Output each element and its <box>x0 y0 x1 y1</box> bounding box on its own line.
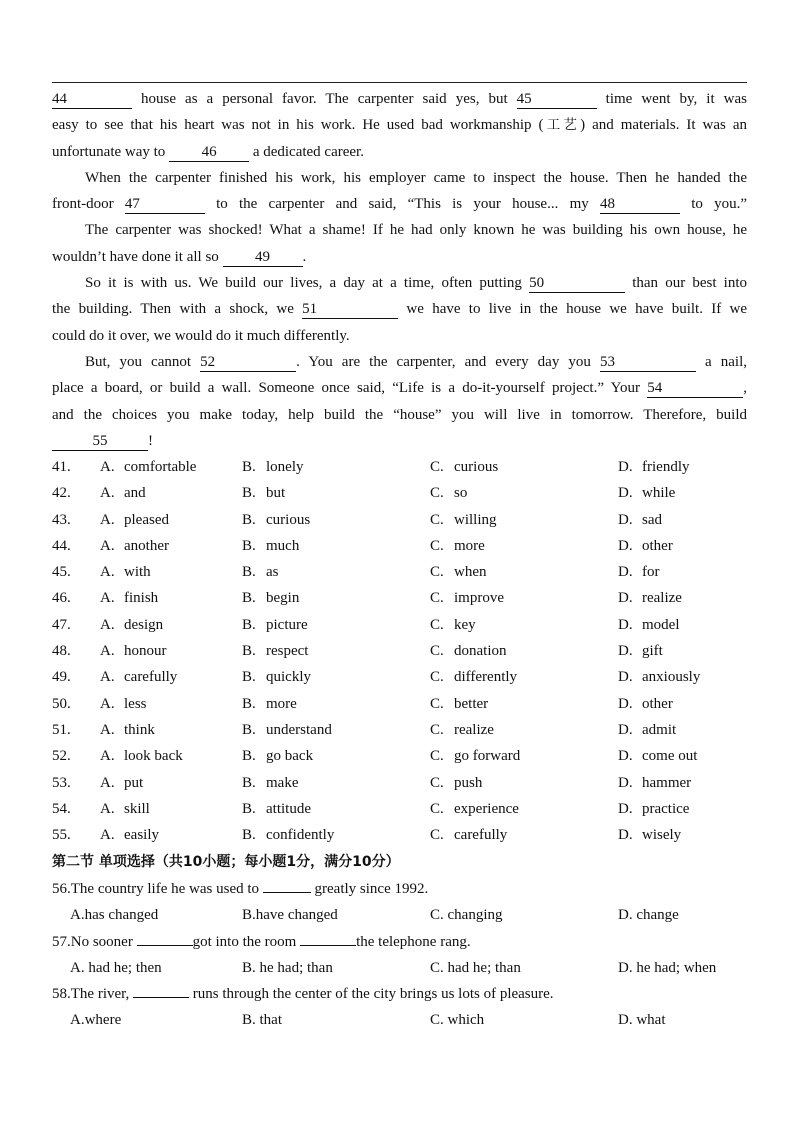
option-letter: B. <box>242 721 256 738</box>
blank-48: 48 <box>600 196 680 214</box>
option-row <box>52 454 747 480</box>
option-c[interactable] <box>430 664 517 690</box>
option-text: another <box>124 537 169 554</box>
option-text: with <box>124 564 151 581</box>
option-text: better <box>454 695 489 712</box>
option-d[interactable] <box>618 507 662 533</box>
option-letter: B. <box>242 590 256 607</box>
option-letter: C. <box>430 695 444 712</box>
option-letter: D. <box>618 590 633 607</box>
choice-c[interactable]: C. which <box>430 1012 485 1029</box>
option-d[interactable] <box>618 638 663 664</box>
option-text: differently <box>454 669 518 686</box>
option-text: other <box>642 537 673 554</box>
option-text: carefully <box>454 827 508 844</box>
option-text: for <box>642 564 660 581</box>
option-row <box>52 664 747 690</box>
passage-line: front-door 47 to the carpenter and said, “This is your house... my 48 to you.” <box>52 196 747 213</box>
blank-53: 53 <box>600 354 696 372</box>
option-b[interactable] <box>242 770 298 796</box>
choice-b[interactable]: B.have changed <box>242 907 338 924</box>
option-d[interactable] <box>618 822 681 848</box>
section-heading: 第二节 单项选择（共10小题；每小题1分，满分10分） <box>52 854 400 870</box>
option-text: honour <box>124 643 167 660</box>
option-letter: B. <box>242 774 256 791</box>
option-letter: A. <box>100 616 115 633</box>
option-a[interactable] <box>100 638 167 664</box>
option-a[interactable] <box>100 717 155 743</box>
option-d[interactable] <box>618 612 680 638</box>
option-text: more <box>454 537 485 554</box>
option-text: come out <box>642 748 698 765</box>
option-c[interactable] <box>430 743 520 769</box>
option-row <box>52 796 747 822</box>
question-57-choices <box>52 955 747 981</box>
question-number: 48. <box>52 643 71 660</box>
option-letter: A. <box>100 590 115 607</box>
passage-line: unfortunate way to 46 a dedicated career. <box>52 143 364 160</box>
option-c[interactable] <box>430 717 494 743</box>
option-c[interactable] <box>430 691 488 717</box>
option-d[interactable] <box>618 454 689 480</box>
question-56-stem: 56.The country life he was used to greatly since 1992. <box>52 881 429 897</box>
option-c[interactable] <box>430 770 482 796</box>
blank-52: 52 <box>200 354 296 372</box>
option-letter: D. <box>618 459 633 475</box>
option-text: begin <box>266 590 300 607</box>
option-text: easily <box>124 827 159 844</box>
question-number: 51. <box>52 721 71 738</box>
question-number: 54. <box>52 800 71 817</box>
option-letter: D. <box>618 537 633 554</box>
question-number: 41. <box>52 459 71 475</box>
option-text: model <box>642 616 680 633</box>
option-a[interactable] <box>100 480 146 506</box>
option-d[interactable] <box>618 743 697 769</box>
option-b[interactable] <box>242 691 297 717</box>
option-d[interactable] <box>618 585 682 611</box>
option-text: wisely <box>642 827 682 844</box>
option-a[interactable] <box>100 691 147 717</box>
option-row <box>52 480 747 506</box>
option-text: curious <box>266 511 311 528</box>
option-text: picture <box>266 616 308 633</box>
option-letter: C. <box>430 485 444 502</box>
choice-d[interactable]: D. he had; when <box>618 959 717 976</box>
option-text: realize <box>642 590 682 607</box>
option-a[interactable] <box>100 612 163 638</box>
option-b[interactable] <box>242 717 332 743</box>
option-letter: B. <box>242 748 256 765</box>
option-letter: C. <box>430 774 444 791</box>
option-a[interactable] <box>100 770 143 796</box>
passage-line: place a board, or build a wall. Someone once said, “Life is a do-it-yourself project.” Your 54 , <box>52 380 747 397</box>
option-d[interactable] <box>618 717 676 743</box>
passage-line: But, you cannot 52 . You are the carpenter, and every day you 53 a nail, <box>85 353 748 370</box>
blank-51: 51 <box>302 301 398 319</box>
option-letter: D. <box>618 800 633 817</box>
passage-line: could do it over, we would do it much differently. <box>52 327 350 344</box>
blank-49: 49 <box>223 249 303 267</box>
option-text: make <box>266 774 299 791</box>
option-letter: C. <box>430 827 444 844</box>
option-letter: A. <box>100 774 115 791</box>
option-d[interactable] <box>618 691 673 717</box>
option-text: experience <box>454 800 519 817</box>
option-letter: A. <box>100 669 115 686</box>
top-rule <box>52 82 747 83</box>
option-text: look back <box>124 748 183 765</box>
option-letter: A. <box>100 827 115 844</box>
option-letter: D. <box>618 774 633 791</box>
blank-47: 47 <box>125 196 205 214</box>
option-c[interactable] <box>430 822 507 848</box>
option-letter: B. <box>242 459 256 475</box>
option-letter: C. <box>430 748 444 765</box>
question-number: 47. <box>52 616 71 633</box>
cloze-options <box>52 454 747 848</box>
option-text: anxiously <box>642 669 701 686</box>
option-letter: D. <box>618 564 633 581</box>
option-letter: B. <box>242 800 256 817</box>
answer-blank <box>300 945 356 946</box>
option-text: think <box>124 721 155 738</box>
option-row <box>52 822 747 848</box>
option-letter: D. <box>618 827 633 844</box>
option-letter: C. <box>430 721 444 738</box>
question-number: 55. <box>52 827 71 844</box>
option-letter: D. <box>618 695 633 712</box>
choice-a[interactable]: A.where <box>70 1012 122 1029</box>
cloze-passage <box>52 86 747 454</box>
choice-d[interactable]: D. what <box>618 1012 666 1029</box>
option-text: skill <box>124 800 150 817</box>
option-text: lonely <box>266 459 304 475</box>
option-row <box>52 770 747 796</box>
question-number: 42. <box>52 485 71 502</box>
option-letter: A. <box>100 643 115 660</box>
question-number: 50. <box>52 695 71 712</box>
option-letter: C. <box>430 590 444 607</box>
option-d[interactable] <box>618 796 689 822</box>
option-a[interactable] <box>100 822 159 848</box>
option-letter: C. <box>430 616 444 633</box>
option-text: quickly <box>266 669 311 686</box>
choice-c[interactable]: C. had he; than <box>430 959 521 976</box>
option-letter: D. <box>618 748 633 765</box>
option-letter: A. <box>100 511 115 528</box>
option-letter: B. <box>242 616 256 633</box>
option-text: go back <box>266 748 314 765</box>
option-letter: A. <box>100 800 115 817</box>
question-58-choices <box>52 1007 747 1033</box>
option-letter: D. <box>618 643 633 660</box>
choice-d[interactable]: D. change <box>618 907 679 924</box>
option-row <box>52 743 747 769</box>
passage-line: 44 house as a personal favor. The carpenter said yes, but 45 time went by, it was <box>52 91 747 107</box>
option-c[interactable] <box>430 507 497 533</box>
option-row <box>52 533 747 559</box>
option-letter: A. <box>100 537 115 554</box>
option-text: while <box>642 485 676 502</box>
question-number: 43. <box>52 511 71 528</box>
question-58-stem: 58.The river, runs through the center of the city brings us lots of pleasure. <box>52 986 554 1003</box>
option-b[interactable] <box>242 612 308 638</box>
option-text: gift <box>642 643 663 660</box>
option-text: sad <box>642 511 662 528</box>
option-letter: C. <box>430 564 444 581</box>
option-d[interactable] <box>618 480 675 506</box>
option-c[interactable] <box>430 559 487 585</box>
passage-line: When the carpenter finished his work, his employer came to inspect the house. Then he handed the <box>85 169 747 186</box>
option-c[interactable] <box>430 454 498 480</box>
option-text: go forward <box>454 748 521 765</box>
option-text: admit <box>642 721 677 738</box>
option-letter: D. <box>618 721 633 738</box>
passage-line: The carpenter was shocked! What a shame! If he had only known he was building his own house, he <box>85 222 747 239</box>
option-letter: D. <box>618 485 633 502</box>
option-text: finish <box>124 590 159 607</box>
passage-line: So it is with us. We build our lives, a day at a time, often putting 50 than our best into <box>85 275 747 292</box>
choice-a[interactable]: A.has changed <box>70 907 159 924</box>
blank-55: 55 <box>52 433 148 451</box>
option-text: attitude <box>266 800 311 817</box>
option-text: friendly <box>642 459 690 475</box>
option-text: respect <box>266 643 309 660</box>
option-d[interactable] <box>618 559 660 585</box>
option-letter: B. <box>242 695 256 712</box>
option-a[interactable] <box>100 796 150 822</box>
blank-44: 44 <box>52 91 132 109</box>
option-row <box>52 691 747 717</box>
option-letter: C. <box>430 669 444 686</box>
question-56-choices <box>52 902 747 928</box>
option-letter: A. <box>100 485 115 502</box>
option-text: practice <box>642 800 690 817</box>
choice-a[interactable]: A. had he; then <box>70 959 162 976</box>
option-b[interactable] <box>242 743 313 769</box>
option-b[interactable] <box>242 559 279 585</box>
blank-45: 45 <box>517 91 597 109</box>
option-letter: A. <box>100 748 115 765</box>
option-letter: C. <box>430 511 444 528</box>
option-a[interactable] <box>100 585 158 611</box>
question-number: 44. <box>52 537 71 554</box>
option-letter: C. <box>430 537 444 554</box>
option-b[interactable] <box>242 533 299 559</box>
option-row <box>52 612 747 638</box>
option-letter: B. <box>242 511 256 528</box>
option-letter: A. <box>100 459 115 475</box>
choice-c[interactable]: C. changing <box>430 907 503 924</box>
option-a[interactable] <box>100 507 169 533</box>
option-c[interactable] <box>430 585 504 611</box>
option-letter: D. <box>618 511 633 528</box>
option-text: pleased <box>124 511 169 528</box>
option-text: curious <box>454 459 499 475</box>
option-d[interactable] <box>618 664 700 690</box>
option-text: and <box>124 485 146 502</box>
option-text: when <box>454 564 487 581</box>
option-text: confidently <box>266 827 335 844</box>
option-c[interactable] <box>430 796 519 822</box>
option-b[interactable] <box>242 664 311 690</box>
option-a[interactable] <box>100 454 196 480</box>
blank-46: 46 <box>169 144 249 162</box>
option-text: realize <box>454 721 494 738</box>
question-number: 53. <box>52 774 71 791</box>
passage-line: the building. Then with a shock, we 51 we have to live in the house we have built. If we <box>52 301 748 318</box>
option-text: hammer <box>642 774 692 791</box>
option-b[interactable] <box>242 507 310 533</box>
option-d[interactable] <box>618 533 673 559</box>
passage-line: and the choices you make today, help build the “house” you will live in tomorrow. Therefore, build <box>52 406 747 423</box>
option-letter: B. <box>242 564 256 581</box>
option-letter: D. <box>618 616 633 633</box>
option-row <box>52 638 747 664</box>
answer-blank <box>133 997 189 998</box>
option-text: so <box>454 485 468 502</box>
option-a[interactable] <box>100 533 169 559</box>
option-text: more <box>266 695 297 712</box>
option-b[interactable] <box>242 480 285 506</box>
option-row <box>52 717 747 743</box>
option-text: put <box>124 774 144 791</box>
option-letter: A. <box>100 721 115 738</box>
option-c[interactable] <box>430 638 507 664</box>
option-text: comfortable <box>124 459 197 475</box>
option-text: push <box>454 774 483 791</box>
choice-b[interactable]: B. he had; than <box>242 959 333 976</box>
option-text: but <box>266 485 286 502</box>
option-letter: C. <box>430 459 444 475</box>
question-number: 45. <box>52 564 71 581</box>
option-a[interactable] <box>100 743 183 769</box>
option-a[interactable] <box>100 559 151 585</box>
passage-line: wouldn’t have done it all so 49 . <box>52 248 307 265</box>
option-letter: B. <box>242 643 256 660</box>
option-letter: B. <box>242 537 256 554</box>
option-a[interactable] <box>100 664 177 690</box>
question-57-stem: 57.No sooner got into the room the telephone rang. <box>52 933 471 950</box>
option-letter: D. <box>618 669 633 686</box>
option-text: improve <box>454 590 504 607</box>
option-letter: A. <box>100 695 115 712</box>
passage-line: easy to see that his heart was not in his work. He used bad workmanship (工艺) and materials. It was an <box>52 117 747 134</box>
option-letter: B. <box>242 669 256 686</box>
option-text: donation <box>454 643 507 660</box>
option-text: design <box>124 616 164 633</box>
option-b[interactable] <box>242 796 311 822</box>
choice-b[interactable]: B. that <box>242 1012 282 1029</box>
option-text: willing <box>454 511 497 528</box>
option-d[interactable] <box>618 770 691 796</box>
option-text: understand <box>266 721 332 738</box>
option-row <box>52 585 747 611</box>
option-text: much <box>266 537 300 554</box>
blank-50: 50 <box>529 275 625 293</box>
option-row <box>52 559 747 585</box>
option-b[interactable] <box>242 638 308 664</box>
blank-54: 54 <box>647 380 743 398</box>
option-text: as <box>266 564 279 581</box>
question-number: 46. <box>52 590 71 607</box>
option-c[interactable] <box>430 612 476 638</box>
option-b[interactable] <box>242 822 334 848</box>
option-c[interactable] <box>430 533 485 559</box>
option-c[interactable] <box>430 480 467 506</box>
option-text: other <box>642 695 673 712</box>
option-letter: C. <box>430 643 444 660</box>
question-number: 52. <box>52 748 71 765</box>
option-letter: A. <box>100 564 115 581</box>
option-text: key <box>454 616 476 633</box>
answer-blank <box>137 945 193 946</box>
single-choice-questions <box>52 876 747 1034</box>
option-letter: C. <box>430 800 444 817</box>
option-row <box>52 507 747 533</box>
option-text: less <box>124 695 147 712</box>
passage-line: 55 ! <box>52 428 747 454</box>
option-text: carefully <box>124 669 178 686</box>
option-b[interactable] <box>242 454 304 480</box>
option-letter: B. <box>242 485 256 502</box>
option-letter: B. <box>242 827 256 844</box>
question-number: 49. <box>52 669 71 686</box>
option-b[interactable] <box>242 585 299 611</box>
answer-blank <box>263 892 311 893</box>
